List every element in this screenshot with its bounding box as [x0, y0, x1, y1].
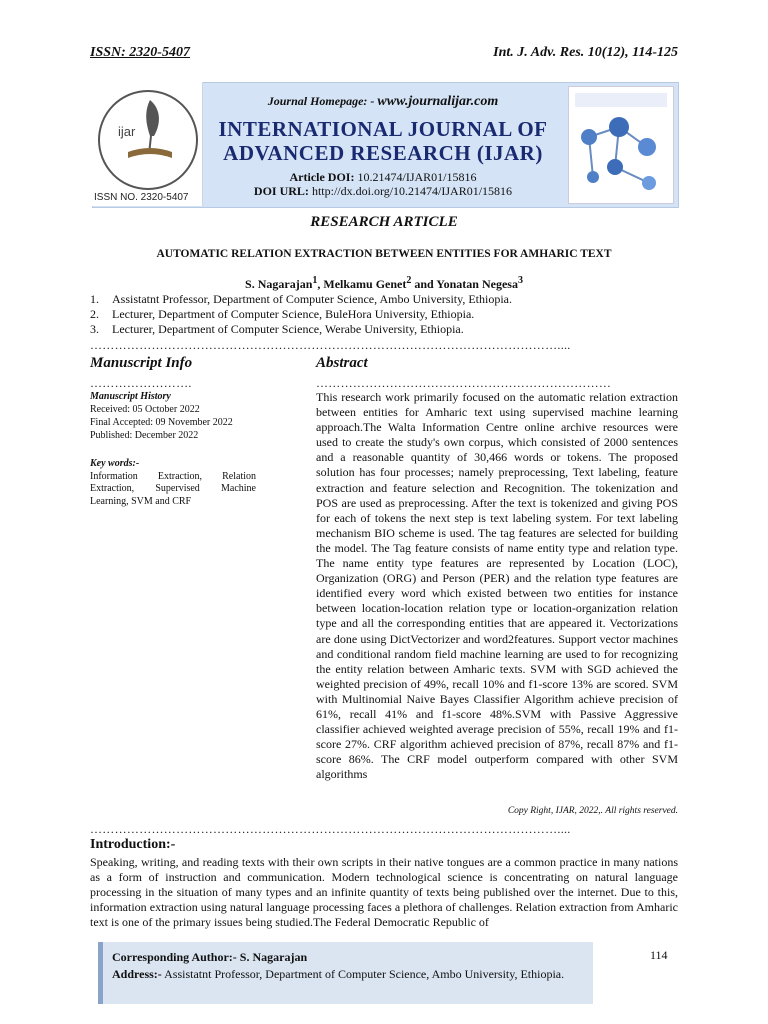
abstract-dots: ………………………………………………………………: [316, 376, 612, 390]
affiliation-item: [90, 322, 678, 337]
doi-url-link[interactable]: http://dx.doi.org/10.21474/IJAR01/15816: [311, 184, 513, 198]
address-text: Assistatnt Professor, Department of Computer Science, Ambo University, Ethiopia.: [164, 967, 565, 981]
corr-name: S. Nagarajan: [239, 950, 308, 964]
journal-name: [202, 117, 564, 165]
copyright-notice: Copy Right, IJAR, 2022,. All rights reserved.: [507, 806, 678, 816]
dotted-divider: ……………………………………………………………………………………………………....: [90, 822, 571, 836]
address-label: Address:-: [112, 967, 162, 981]
article-type: RESEARCH ARTICLE: [310, 214, 458, 230]
keywords-label: Key words:-: [90, 458, 140, 469]
affiliation-number: 1.: [90, 292, 99, 306]
affiliation-number: 2.: [90, 307, 99, 321]
abstract-heading: Abstract: [316, 355, 368, 371]
manuscript-dots: …………………….: [90, 376, 192, 390]
page-number: 114: [650, 948, 668, 962]
abstract-body: This research work primarily focused on the automatic relation extraction between entities for Amharic text using supervised machine learning approach.The Walta Information Centre online archive resources were used to create the study's own corpus, which consisted of 2000 sentences and a reasonable quantity of 30,466 words or tokens. The proposed solution has four processes; namely preprocessing, Text labeling, feature extraction and feature selection and Recognition. The tokenization and POS are used as preprocessing. After the text is tokenized and giving POS for each of tokens the next step is text labeling system. For text labeling mechanism BIO scheme is used. The tag features are selected for building the model. The Tag feature consists of name entity type and relation type. The name entity type features are represented by Location (LOC), Organization (ORG) and Person (PER) and the relation type features are identified every word which existed between two entities for instance between location-location relation type or location-organization relation type and all the corresponding entities that are appeared it. Vectorizations are done using DictVectorizer and word2features. Support vector machines and conditional random field machine learning are used to for recognizing the entity relation between Amharic texts. SVM with SGD achieved the weighted precision of 49%, recall 10% and f1-score 13% are scored. SVM with Multinomial Naive Bayes Classifier Algorithm achieve precision of 61%, recall 41% and f1-score 48%.SVM with Passive Aggressive classifier achieved weighted average precision of 55%, recall 19% and f1-score 27%. CRF algorithm achieved precision of 87%, recall 87% and f1-score 86%. The CRF model outperform compared with other SVM algorithms: [316, 390, 678, 782]
homepage-label: Journal Homepage: -: [267, 94, 375, 108]
affiliation-number: 3.: [90, 322, 99, 336]
author-2-sup: 2: [406, 275, 412, 286]
manuscript-info-heading: Manuscript Info: [90, 355, 193, 371]
journal-cover-image: [568, 86, 674, 204]
affiliation-text: Lecturer, Department of Computer Science, BuleHora University, Ethiopia.: [112, 307, 475, 321]
author-2: Melkamu Genet: [323, 277, 407, 291]
introduction-heading: Introduction:-: [90, 837, 176, 852]
corresponding-author: [112, 950, 307, 965]
keywords-text: Information Extraction, Relation Extraction, Supervised Machine Learning, SVM and CRF: [90, 470, 256, 507]
author-1: S. Nagarajan: [245, 277, 313, 291]
journal-homepage: [202, 94, 564, 110]
homepage-link[interactable]: www.journalijar.com: [377, 94, 499, 109]
doi-url-label: DOI URL:: [253, 184, 309, 198]
corr-label: Corresponding Author:-: [112, 950, 237, 964]
affiliation-item: [90, 292, 678, 307]
doi-label: Article DOI:: [289, 170, 355, 184]
introduction-body: Speaking, writing, and reading texts with their own scripts in their native tongues are a common practice in many nations as a form of instruction and communication. Modern technological science is concentrating on natural language processing in the situation of many types and an infinite quantity of texts being published over the internet. Due to this, information extraction using natural language processing faces a plethora of challenges. Relation extraction from Amharic text is one of the primary issues being studied.The Federal Democratic Republic of: [90, 855, 678, 930]
author-3: Yonatan Negesa: [436, 277, 518, 291]
author-1-sup: 1: [312, 275, 318, 286]
accepted-date: Final Accepted: 09 November 2022: [90, 417, 233, 428]
journal-name-line2: ADVANCED RESEARCH (IJAR): [223, 141, 543, 165]
keywords-block: [90, 458, 256, 508]
manuscript-history: [90, 390, 265, 442]
history-label: Manuscript History: [90, 391, 171, 402]
affiliation-list: [90, 292, 678, 337]
logo-text: ijar: [118, 124, 136, 139]
journal-name-line1: INTERNATIONAL JOURNAL OF: [218, 117, 548, 141]
author-sep: and: [411, 277, 437, 291]
author-3-sup: 3: [517, 275, 523, 286]
citation-text: Int. J. Adv. Res. 10(12), 114-125: [493, 45, 678, 60]
article-title: AUTOMATIC RELATION EXTRACTION BETWEEN ENTITIES FOR AMHARIC TEXT: [156, 248, 612, 260]
corresponding-address: [112, 967, 572, 982]
affiliation-text: Lecturer, Department of Computer Science, Werabe University, Ethiopia.: [112, 322, 464, 336]
doi-block: [202, 170, 564, 198]
logo-issn: ISSN NO. 2320-5407: [94, 192, 189, 203]
dotted-divider: ……………………………………………………………………………………………………....: [90, 338, 571, 352]
issn-text: ISSN: 2320-5407: [90, 45, 190, 60]
affiliation-item: [90, 307, 678, 322]
published-date: Published: December 2022: [90, 430, 199, 441]
running-header: [90, 45, 678, 61]
molecule-icon: [569, 87, 673, 203]
received-date: Received: 05 October 2022: [90, 404, 200, 415]
author-sep: ,: [317, 277, 324, 291]
affiliation-text: Assistatnt Professor, Department of Computer Science, Ambo University, Ethiopia.: [112, 292, 513, 306]
doi-value: 10.21474/IJAR01/15816: [357, 170, 477, 184]
author-list: [90, 275, 678, 292]
